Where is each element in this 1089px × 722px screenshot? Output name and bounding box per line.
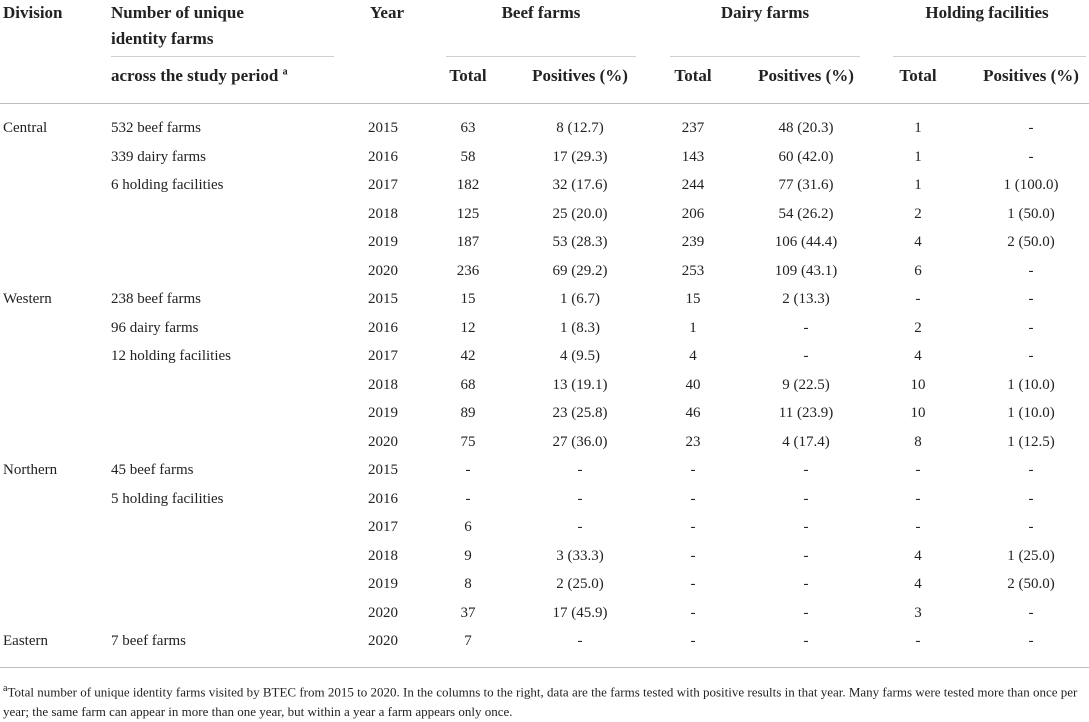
cell-holding-total: 3 xyxy=(914,604,922,621)
cell-year: 2019 xyxy=(368,405,398,421)
cell-beef-total: 42 xyxy=(460,348,476,364)
cell-year: 2015 xyxy=(368,120,398,136)
rule-dairy-group xyxy=(670,56,860,57)
cell-year: 2016 xyxy=(368,490,398,507)
cell-holding-positives: - xyxy=(1028,633,1034,649)
cell-beef-positives: 17 (29.3) xyxy=(552,148,608,165)
cell-holding-positives: - xyxy=(1028,348,1034,364)
unique-farm-count: 339 dairy farms xyxy=(111,148,206,165)
cell-holding-total: - xyxy=(915,519,921,535)
cell-beef-total: 12 xyxy=(460,319,476,336)
cell-beef-positives: - xyxy=(577,519,583,535)
cell-beef-positives: 27 (36.0) xyxy=(552,433,608,450)
cell-holding-total: 4 xyxy=(914,576,922,592)
cell-holding-positives: - xyxy=(1028,120,1034,136)
cell-year: 2020 xyxy=(368,604,398,621)
cell-beef-total: 58 xyxy=(460,148,476,165)
cell-beef-positives: 32 (17.6) xyxy=(552,177,608,193)
cell-holding-total: - xyxy=(915,291,921,307)
cell-beef-positives: 1 (6.7) xyxy=(560,291,600,307)
cell-holding-positives: 1 (10.0) xyxy=(1007,376,1055,393)
cell-holding-total: 2 xyxy=(914,205,922,222)
cell-dairy-total: - xyxy=(690,547,696,564)
rule-beef-group xyxy=(446,56,636,57)
header-year: Year xyxy=(370,3,404,22)
rule-unique-group xyxy=(111,56,334,57)
cell-beef-positives: 3 (33.3) xyxy=(556,547,604,564)
cell-holding-total: - xyxy=(915,633,921,649)
cell-holding-positives: - xyxy=(1028,519,1034,535)
footnote-text: Total number of unique identity farms visited by BTEC from 2015 to 2020. In the columns to the right, data are the farms tested with positive results in that year. Many farms were tested more than once per year; the same farm can appear in more than one year, but within a year a farm appears only once. xyxy=(3,684,1078,720)
cell-year: 2016 xyxy=(368,148,398,165)
header-unique-line3: across the study period $^a$ xyxy=(111,66,288,85)
cell-dairy-positives: - xyxy=(803,519,809,535)
cell-holding-positives: - xyxy=(1028,462,1034,478)
cell-dairy-positives: 4 (17.4) xyxy=(782,433,830,450)
cell-dairy-total: 46 xyxy=(685,405,701,421)
cell-beef-positives: 1 (8.3) xyxy=(560,319,600,336)
cell-holding-total: 10 xyxy=(910,376,926,393)
cell-dairy-total: 237 xyxy=(681,120,705,136)
header-footnote-marker: a xyxy=(282,66,288,78)
header-beef-total: Total xyxy=(449,66,487,85)
cell-beef-positives: 69 (29.2) xyxy=(552,262,608,279)
cell-holding-positives: - xyxy=(1028,319,1034,336)
cell-holding-positives: - xyxy=(1028,604,1034,621)
cell-holding-positives: - xyxy=(1028,148,1034,165)
cell-beef-positives: 2 (25.0) xyxy=(556,576,604,592)
cell-year: 2019 xyxy=(368,234,398,250)
cell-year: 2015 xyxy=(368,462,398,478)
cell-beef-positives: - xyxy=(577,462,583,478)
cell-year: 2016 xyxy=(368,319,398,336)
cell-year: 2017 xyxy=(368,519,398,535)
cell-dairy-total: - xyxy=(690,633,696,649)
unique-farm-count: 238 beef farms xyxy=(111,291,201,307)
header-dairy-total: Total xyxy=(674,66,712,85)
cell-holding-total: 4 xyxy=(914,348,922,364)
cell-dairy-total: 23 xyxy=(685,433,701,450)
unique-farm-count: 7 beef farms xyxy=(111,633,186,649)
cell-year: 2020 xyxy=(368,262,398,279)
cell-holding-total: 1 xyxy=(914,120,922,136)
cell-dairy-total: - xyxy=(690,490,696,507)
cell-beef-positives: 13 (19.1) xyxy=(552,376,608,393)
cell-beef-total: 7 xyxy=(464,633,472,649)
cell-dairy-positives: - xyxy=(803,604,809,621)
cell-beef-total: 63 xyxy=(460,120,476,136)
cell-beef-positives: - xyxy=(577,490,583,507)
cell-dairy-positives: 48 (20.3) xyxy=(778,120,834,136)
cell-holding-positives: - xyxy=(1028,490,1034,507)
header-beef-positives: Positives (%) xyxy=(532,66,628,85)
cell-dairy-positives: 77 (31.6) xyxy=(778,177,834,193)
header-holding-positives: Positives (%) xyxy=(983,66,1079,85)
rule-holding-group xyxy=(893,56,1086,57)
header-division: Division xyxy=(3,3,63,22)
header-holding-total: Total xyxy=(899,66,937,85)
cell-holding-total: 1 xyxy=(914,148,922,165)
cell-holding-positives: 1 (25.0) xyxy=(1007,547,1055,564)
cell-holding-total: 6 xyxy=(914,262,922,279)
header-beef-farms: Beef farms xyxy=(501,3,581,22)
cell-year: 2020 xyxy=(368,633,398,649)
cell-beef-positives: 25 (20.0) xyxy=(552,205,608,222)
cell-beef-total: 68 xyxy=(460,376,476,393)
unique-farm-count: 45 beef farms xyxy=(111,462,194,478)
header-unique-line2: identity farms xyxy=(111,29,214,48)
cell-holding-positives: 1 (12.5) xyxy=(1007,433,1055,450)
cell-dairy-total: - xyxy=(690,576,696,592)
cell-dairy-total: 4 xyxy=(689,348,697,364)
cell-dairy-positives: - xyxy=(803,462,809,478)
cell-beef-total: - xyxy=(465,462,471,478)
cell-dairy-total: 143 xyxy=(681,148,705,165)
cell-year: 2017 xyxy=(368,348,398,364)
cell-dairy-total: - xyxy=(690,604,696,621)
cell-beef-positives: 53 (28.3) xyxy=(552,234,608,250)
unique-farm-count: 532 beef farms xyxy=(111,120,201,136)
cell-dairy-positives: 54 (26.2) xyxy=(778,205,834,222)
cell-holding-positives: 2 (50.0) xyxy=(1007,234,1055,250)
cell-dairy-total: 206 xyxy=(681,205,705,222)
cell-beef-total: 8 xyxy=(464,576,472,592)
cell-year: 2018 xyxy=(368,376,398,393)
cell-beef-total: 75 xyxy=(460,433,476,450)
cell-beef-total: 9 xyxy=(464,547,472,564)
cell-beef-total: 6 xyxy=(464,519,472,535)
footnote-marker: a xyxy=(3,683,8,694)
cell-dairy-positives: - xyxy=(803,490,809,507)
cell-holding-positives: 1 (100.0) xyxy=(1003,177,1059,193)
cell-dairy-total: 40 xyxy=(685,376,701,393)
cell-dairy-positives: 11 (23.9) xyxy=(778,405,834,421)
cell-holding-positives: - xyxy=(1028,291,1034,307)
cell-dairy-positives: 9 (22.5) xyxy=(782,376,830,393)
unique-farm-count: 12 holding facilities xyxy=(111,348,231,364)
cell-dairy-positives: 60 (42.0) xyxy=(778,148,834,165)
cell-beef-total: 182 xyxy=(456,177,480,193)
cell-dairy-total: 244 xyxy=(681,177,705,193)
cell-beef-total: 89 xyxy=(460,405,476,421)
cell-beef-positives: 17 (45.9) xyxy=(552,604,608,621)
cell-year: 2020 xyxy=(368,433,398,450)
cell-beef-positives: 23 (25.8) xyxy=(552,405,608,421)
cell-dairy-positives: 109 (43.1) xyxy=(774,262,838,279)
cell-beef-positives: - xyxy=(577,633,583,649)
header-bottom-rule xyxy=(0,103,1089,104)
cell-dairy-total: 239 xyxy=(681,234,705,250)
cell-holding-positives: - xyxy=(1028,262,1034,279)
cell-beef-total: - xyxy=(465,490,471,507)
cell-holding-total: 10 xyxy=(910,405,926,421)
unique-farm-count: 6 holding facilities xyxy=(111,177,224,193)
cell-year: 2017 xyxy=(368,177,398,193)
cell-beef-total: 37 xyxy=(460,604,476,621)
unique-farm-count: 5 holding facilities xyxy=(111,490,224,507)
cell-beef-total: 236 xyxy=(456,262,480,279)
cell-dairy-positives: 106 (44.4) xyxy=(774,234,838,250)
cell-dairy-total: - xyxy=(690,462,696,478)
division-name: Northern xyxy=(3,462,58,478)
table-bottom-rule xyxy=(0,667,1089,668)
cell-dairy-positives: - xyxy=(803,319,809,336)
cell-beef-positives: 8 (12.7) xyxy=(556,120,604,136)
cell-holding-positives: 1 (10.0) xyxy=(1007,405,1055,421)
cell-dairy-total: 1 xyxy=(689,319,697,336)
cell-holding-total: - xyxy=(915,490,921,507)
unique-farm-count: 96 dairy farms xyxy=(111,319,199,336)
cell-dairy-positives: 2 (13.3) xyxy=(782,291,830,307)
cell-dairy-positives: - xyxy=(803,348,809,364)
cell-dairy-total: 15 xyxy=(685,291,701,307)
cell-year: 2015 xyxy=(368,291,398,307)
cell-year: 2018 xyxy=(368,205,398,222)
division-name: Central xyxy=(3,120,48,136)
cell-year: 2019 xyxy=(368,576,398,592)
cell-holding-total: 2 xyxy=(914,319,922,336)
cell-holding-positives: 2 (50.0) xyxy=(1007,576,1055,592)
cell-holding-total: - xyxy=(915,462,921,478)
cell-dairy-positives: - xyxy=(803,576,809,592)
cell-holding-total: 1 xyxy=(914,177,922,193)
cell-year: 2018 xyxy=(368,547,398,564)
cell-holding-total: 4 xyxy=(914,547,922,564)
cell-dairy-positives: - xyxy=(803,547,809,564)
header-dairy-positives: Positives (%) xyxy=(758,66,854,85)
header-unique-line1: Number of unique xyxy=(111,3,244,22)
header-holding-facilities: Holding facilities xyxy=(925,3,1049,22)
division-name: Western xyxy=(3,291,52,307)
division-name: Eastern xyxy=(3,633,48,649)
cell-dairy-total: 253 xyxy=(681,262,705,279)
table-footnote xyxy=(3,679,1085,722)
cell-beef-total: 125 xyxy=(456,205,480,222)
cell-holding-positives: 1 (50.0) xyxy=(1007,205,1055,222)
cell-dairy-total: - xyxy=(690,519,696,535)
cell-beef-total: 187 xyxy=(456,234,480,250)
cell-beef-total: 15 xyxy=(460,291,476,307)
header-dairy-farms: Dairy farms xyxy=(720,3,810,22)
cell-beef-positives: 4 (9.5) xyxy=(560,348,600,364)
cell-holding-total: 4 xyxy=(914,234,922,250)
cell-dairy-positives: - xyxy=(803,633,809,649)
cell-holding-total: 8 xyxy=(914,433,922,450)
